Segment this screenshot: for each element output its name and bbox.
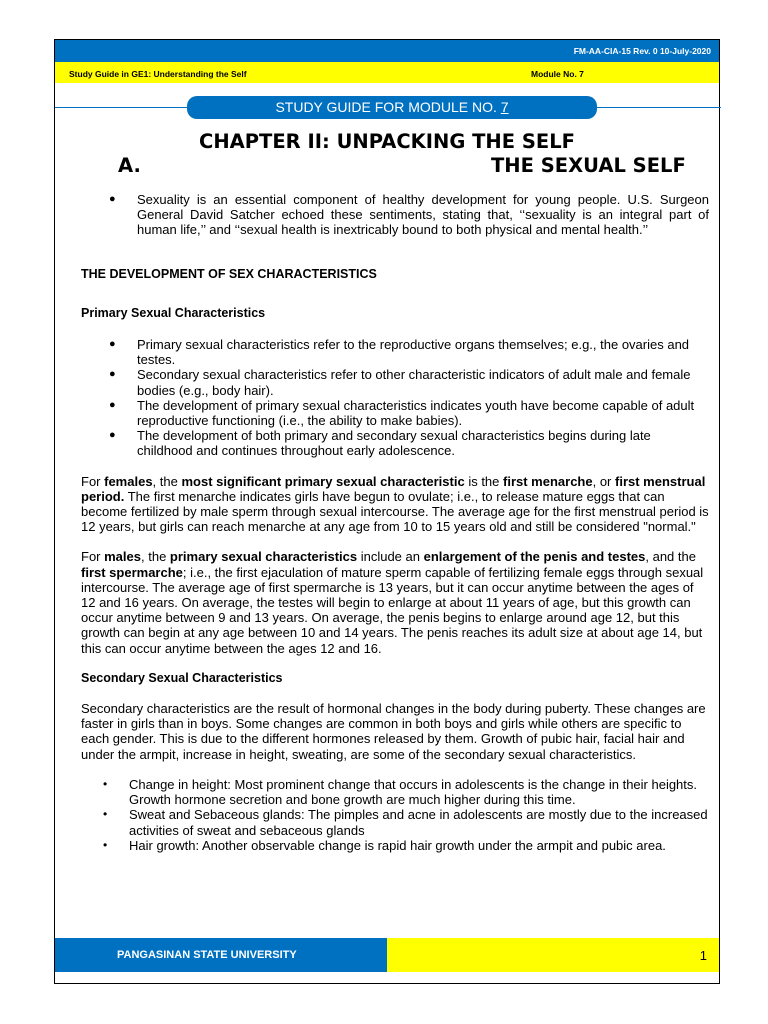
banner-line-right xyxy=(597,107,721,108)
text-run: , or xyxy=(592,473,615,489)
bold-run: males xyxy=(104,549,141,565)
intro-bullet xyxy=(81,192,709,238)
bullet-dot: ● xyxy=(109,338,116,351)
text-run: include an xyxy=(357,549,424,565)
text-run: , the xyxy=(141,549,170,565)
list-item xyxy=(81,337,709,367)
secondary-paragraph: Secondary characteristics are the result of hormonal changes in the body during puberty. These changes are faster in girls than in boys. Some changes are common in both boys and girls while others are specific to each gender. This is due to the different hormones released by them. Growth of pubic hair, facial hair and under the armpit, increase in height, sweating, are some of the secondary sexual characteristics. xyxy=(81,701,706,762)
text-run: The first menarche indicates girls have begun to ovulate; i.e., to release mature eggs that can become fertilized by male sperm through sexual intercourse. The average age for the first menstrual period is 12 years, but girls can reach menarche at any age from 10 to 15 years old and still be considered "normal." xyxy=(81,488,709,535)
intro-text: Sexuality is an essential component of healthy development for young people. U.S. Surgeon General David Satcher echoed these sentiments, stating that, ‘‘sexuality is an integral part of human life,’’ and ‘‘sexual health is inextricably bound to both physical and mental health.’’ xyxy=(137,192,709,238)
secondary-bullet-list xyxy=(81,777,709,853)
chapter-title: CHAPTER II: UNPACKING THE SELF xyxy=(199,130,575,153)
bullet-dot: ● xyxy=(109,398,116,411)
footer-bar xyxy=(55,938,719,972)
document-page xyxy=(54,39,720,984)
list-item xyxy=(81,777,709,807)
footer-blue-block xyxy=(55,938,387,972)
chapter-letter: A. xyxy=(118,154,141,177)
text-run: ; i.e., the first ejaculation of mature sperm capable of fertilizing female eggs through sexual intercourse. The average age of first spermarche is 13 years, but it can occur anytime between the ages of 12 and 16 years. On average, the testes will begin to enlarge at about 11 years of age, but this growth can occur anytime between 9 and 13 years. On average, the penis begins to enlarge around age 12, but this growth can begin at any age between 10 and 14 years. The penis reaches its adult size at about age 14, but this can occur anytime between the ages 12 and 16. xyxy=(81,564,704,656)
list-item xyxy=(81,428,709,458)
module-label: Module No. 7 xyxy=(531,69,584,79)
banner-line-left xyxy=(55,107,187,108)
form-code: FM-AA-CIA-15 Rev. 0 10-July-2020 xyxy=(573,46,711,56)
banner-text: STUDY GUIDE FOR MODULE NO. xyxy=(275,99,501,115)
page-number: 1 xyxy=(699,948,707,963)
list-item-text: Change in height: Most prominent change that occurs in adolescents is the change in their heights. Growth hormone secretion and bone growth are much higher during this time. xyxy=(129,776,698,808)
text-run: , the xyxy=(152,473,182,489)
list-item xyxy=(81,398,709,428)
list-item-text: Hair growth: Another observable change is rapid hair growth under the armpit and pubic area. xyxy=(129,837,666,853)
section-heading: THE DEVELOPMENT OF SEX CHARACTERISTICS xyxy=(81,266,377,281)
list-item xyxy=(81,807,709,837)
university-name: PANGASINAN STATE UNIVERSITY xyxy=(117,949,297,961)
list-item-text: Primary sexual characteristics refer to the reproductive organs themselves; e.g., the ovaries and testes. xyxy=(137,337,690,368)
bold-run: primary sexual characteristics xyxy=(169,549,358,565)
banner-number: 7 xyxy=(500,99,509,115)
bullet-dot: ● xyxy=(109,429,116,442)
bold-run: most significant primary sexual characteristic xyxy=(181,473,465,489)
list-item-text: Secondary sexual characteristics refer to other characteristic indicators of adult male and female bodies (e.g., body hair). xyxy=(137,367,691,398)
list-item xyxy=(81,367,709,397)
bold-run: first menstrual period. xyxy=(81,473,706,504)
bold-run: first spermarche xyxy=(81,564,183,580)
chapter-subtitle: THE SEXUAL SELF xyxy=(491,154,686,177)
text-run: For xyxy=(81,473,105,489)
module-banner xyxy=(187,96,597,119)
text-run: , and the xyxy=(645,549,696,565)
bold-run: first menarche xyxy=(503,473,593,489)
bullet-dot: • xyxy=(103,776,108,791)
primary-subheading: Primary Sexual Characteristics xyxy=(81,305,266,320)
list-item-text: The development of primary sexual characteristics indicates youth have become capable of adult reproductive functioning (i.e., the ability to make babies). xyxy=(137,397,695,429)
bullet-dot: ● xyxy=(109,193,116,205)
text-run: For xyxy=(81,549,105,565)
males-paragraph xyxy=(81,549,709,655)
list-item-text: The development of both primary and secondary sexual characteristics begins during late childhood and continues throughout early adolescence. xyxy=(137,428,651,459)
text-run: is the xyxy=(464,473,503,489)
header-blue-bar xyxy=(55,40,719,62)
study-guide-label: Study Guide in GE1: Understanding the Self xyxy=(69,69,247,79)
list-item xyxy=(81,838,709,853)
bullet-dot: ● xyxy=(109,368,116,381)
header-yellow-bar xyxy=(55,62,719,83)
primary-bullet-list xyxy=(81,337,709,459)
bullet-dot: • xyxy=(103,837,108,852)
bold-run: females xyxy=(104,473,153,489)
list-item-text: Sweat and Sebaceous glands: The pimples and acne in adolescents are mostly due to the increased activities of sweat and sebaceous glands xyxy=(129,807,708,838)
secondary-subheading: Secondary Sexual Characteristics xyxy=(81,670,283,685)
bullet-dot: • xyxy=(103,807,108,822)
females-paragraph xyxy=(81,474,709,535)
bold-run: enlargement of the penis and testes xyxy=(423,549,646,565)
main-content xyxy=(81,192,709,853)
